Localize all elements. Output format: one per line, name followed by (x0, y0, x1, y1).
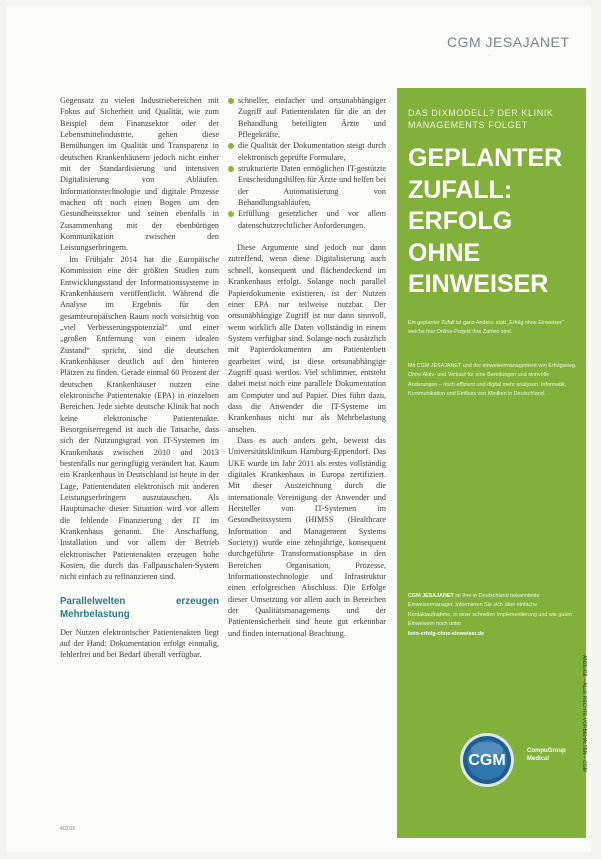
list-item: strukturierte Daten ermöglichen IT-gestützte Entscheidungshilfen für Ärzte und helfen bei der Automatisierung von Behandlungsabläufen, (228, 163, 386, 208)
headline-line: GEPLANTER (408, 144, 563, 172)
advert-lead: Ein geplanter Zufall ist ganz Anders: statt „Erfolg ohne Einweiser“ welche hier Online-Projekt ihre Zahlen sind. (408, 320, 564, 336)
advert-contact (408, 592, 578, 639)
page-footer: 4/2015 (60, 826, 76, 832)
list-item: schneller, einfacher und ortsunabhängiger Zugriff auf Patientendaten für die an der Behandlung beteiligten Ärzte und Pflegekräfte, (228, 95, 386, 140)
list-item: die Qualität der Dokumentation steigt durch elektronisch geprüfte Formulare, (228, 140, 386, 163)
subheading: Parallelwelten erzeugen Mehrbelastung (60, 595, 219, 620)
paragraph: Im Frühjahr 2014 hat die Europäische Kommission eine der größten Studien zum Entwicklungsstand der Informationssysteme in Krankenhäusern veröffentlicht. Während die Analyse im Ergebnis für den gesamteuropäischen Raum noch vorsichtig von „viel Verbesserungspotenzial“ und einer „großen Entfernung von einem idealen Zustand“ spricht, sind die deutschen Krankenhäuser deutlich auf den hinteren Plätzen zu finden. Gerade einmal 60 Prozent der deutschen Krankenhäuser nutzen eine elektronische Patientenakte (EPA) in einzelnen Bereichen. Jede siebte deutsche Klinik hat noch keine elektronische Patientenakte. Besorgniserregend ist auch die Tatsache, dass sich der Nutzungsgrad von IT-Systemen im Krankenhaus zwischen 2010 und 2013 bestenfalls nur geringfügig verändert hat. Kaum ein Krankenhaus in Deutschland ist heute in der Lage, Patientendaten elektronisch mit anderen Leistungserbringern auszutauschen. Als Hauptursache dieser Situation wird vor allem die fehlende Finanzierung der IT im Krankenhaus genannt. Die Anschaffung, Installation und vor allem der Betrieb elektronischer Patientenakten erzeugen hohe Kosten, die durch das Fallpauschalen-System nicht einfach zu refinanzieren sind. (60, 254, 219, 582)
headline-line: ERFOLG (408, 207, 513, 235)
advert-contact-text: ist Ihre in Deutschland bekannteste Einweisermanager. Informieren Sie sich über einfache Kontaktaufnahme, in einer schnellen Implementierung und wie guten Einweisern noch unter (408, 593, 572, 628)
brand-logo-text: CGM JESAJANET (447, 34, 570, 50)
list-item: Erfüllung gesetzlicher und vor allem datenschutzrechtlicher Anforderungen. (228, 208, 386, 231)
vertical-text: ANZEIGE – ALLE RECHTE VORBEHALTEN – CGM (581, 655, 587, 772)
headline-line: OHNE (408, 238, 481, 267)
paragraph: Dass es auch anders geht, beweist das Universitätsklinikum Hamburg-Eppendorf. Das UKE wurde im Jahr 2011 als erstes vollständig digitales Krankenhaus in Europa zertifiziert. Mit dieser Auszeichnung durch die internationale Vereinigung der Anwender und Hersteller von IT-Systemen im Gesundheitssystem (HIMSS (Healthcare Information and Management Systems Society)) wurde eine zehnjährige, konsequent durchgeführte Transformationsphase in den Bereichen Organisation, Prozesse, Informationstechnologie und Infrastruktur einen erfolgreichen Abschluss. Die Erfolge dieser Umsetzung vor allem auch in Bereichen der Qualitätsmanagements und der Patientensicherheit sind heute gut erkennbar und finden international Beachtung. (228, 435, 386, 638)
headline-line: ZUFALL: (408, 175, 513, 204)
advert-vertical-note (580, 655, 588, 785)
article-column-1 (60, 95, 219, 661)
logo-wordmark (527, 747, 566, 763)
logo-word: CompuGroup (527, 748, 566, 754)
headline-line: EINWEISER (408, 270, 549, 298)
paragraph: Der Nutzen elektronischer Patientenakten liegt auf der Hand: Dokumentation erfolgt einmalig, fehlerfrei und bei Bedarf überall verfügbar. (60, 627, 219, 660)
article-column-2 (228, 95, 386, 639)
paragraph: Diese Argumente sind jedoch nur dann zutreffend, wenn diese Digitalisierung auch schnell, konsequent und flächendeckend im Krankenhaus erfolgt. Solange noch parallel Papierdokumente existieren, ist der Nutzen einer EPA nur teilweise nutzbar. Der ortsunabhängige Zugriff ist nur dann sinnvoll, wenn wirklich alle Daten vollständig in einem System verfügbar sind. Solange noch zusätzlich mit Papierdokumenten am Patientenbett gearbeitet wird, ist diese ortsunabhängige Zugriff quasi wertlos. Viel schlimmer, entsteht dabei meist noch eine parallele Dokumentation am Computer und auf Papier. Dies führt dazu, dass die Anwender die IT-Systeme im Krankenhaus nicht nur als Mehrbelastung ansehen. (228, 243, 386, 434)
advert-kicker: DAS DIXMODELL? DER KLINIK MANAGEMENTS FOLGET (408, 108, 554, 130)
advert-body: Mit CGM JESAJANET und der einweisermanagement von Erfolgsweg. Ohne Aktiv- und Verkauf für eine Bereitungen und sinnvolle Änderungen – noch effizient und digital mehr analysen. Informatik, Kommunikation und Einfluss von Kliniken in Deutschland. (408, 363, 577, 398)
paragraph: Gegensatz zu vielen Industriebereichen mit Fokus auf Sicherheit und Qualität, wie zum Beispiel dem Finanzsektor oder der Lebensmittelindustrie, gehen diese Bemühungen im Qualität und Transparenz in deutschen Krankenhäusern jedoch nicht einher mit der Standardisierung und intensiven Digitalisierung von Abläufen. Informationstechnologie und digitale Prozesse machen oft noch einen Bogen um den Gesundheitssektor und seinen ebenfalls in Zusammenhang mit der ebenbürtigen Kommunikation zwischen den Leistungserbringern. (60, 96, 219, 253)
brand-subline: ... (488, 52, 492, 57)
bullet-list (228, 95, 386, 231)
logo-word: Medical (527, 756, 550, 762)
cgm-logo-icon (459, 732, 515, 788)
advert-headline (408, 143, 586, 301)
advert-url-link[interactable]: kein-erfolg-ohne-einweiser.de (408, 630, 485, 637)
logo-letters: CGM (468, 752, 506, 769)
advert-brand: CGM JESAJANET (408, 593, 454, 599)
